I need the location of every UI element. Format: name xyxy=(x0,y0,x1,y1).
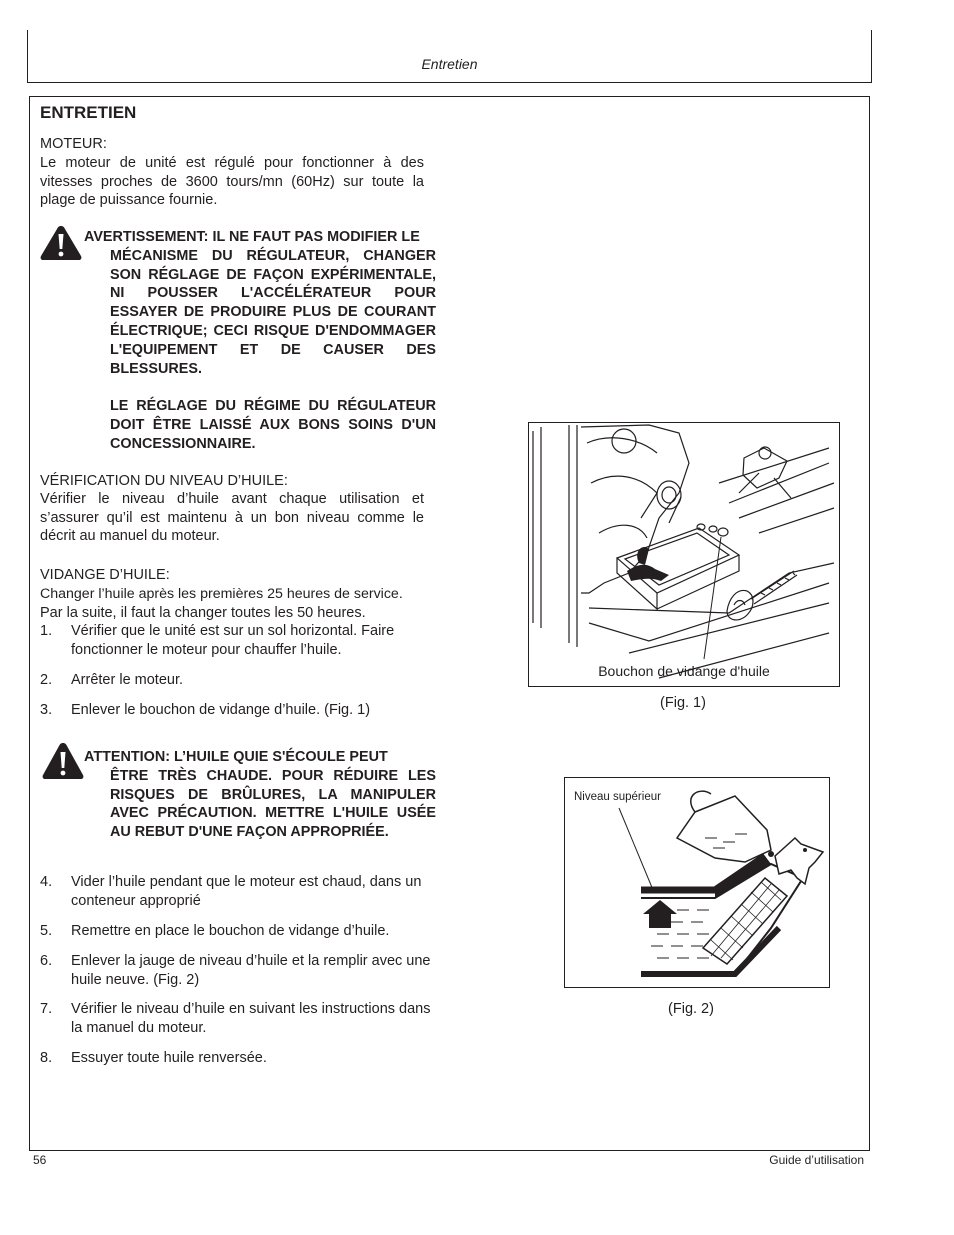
warning-governor-text: MÉCANISME DU RÉGULATEUR, CHANGER SON RÉGLAGE DE FAÇON EXPÉRIMENTALE, NI POUSSER L'ACCÉLÉRATEUR POUR ESSAYER DE PRODUIRE PLUS DE COURANT ÉLECTRIQUE; CECI RISQUE D'ENDOMMAGER L'EQUIPEMENT ET DE CAUSER DES BLESSURES. xyxy=(110,247,436,377)
step-number: 2. xyxy=(40,672,53,688)
fig2-caption: (Fig. 2) xyxy=(668,1001,714,1017)
warning-governor xyxy=(84,228,436,378)
step-text: Enlever le bouchon de vidange d’huile. (Fig. 1) xyxy=(71,702,371,718)
moteur-heading: MOTEUR: xyxy=(40,136,107,152)
step-text: Remettre en place le bouchon de vidange d’huile. xyxy=(71,923,390,939)
verif-heading: VÉRIFICATION DU NIVEAU D’HUILE: xyxy=(40,473,288,489)
warning-governor-line1: AVERTISSEMENT: IL NE FAUT PAS MODIFIER LE xyxy=(84,229,420,245)
verif-text: Vérifier le niveau d’huile avant chaque utilisation et s’assurer qu’il est maintenu à un bon niveau comme le décrit au manuel du moteur. xyxy=(40,491,424,545)
fig1-caption: (Fig. 1) xyxy=(660,695,706,711)
vidange-heading: VIDANGE D’HUILE: xyxy=(40,567,170,583)
step-number: 4. xyxy=(40,874,53,890)
step-number: 7. xyxy=(40,1001,53,1017)
content-box xyxy=(29,96,870,1151)
vidange-line2: Par la suite, il faut la changer toutes les 50 heures. xyxy=(40,605,366,621)
footer-guide: Guide d’utilisation xyxy=(769,1153,864,1167)
step-number: 1. xyxy=(40,623,53,639)
figure-1 xyxy=(528,422,840,687)
warning-hot-oil-line1: ATTENTION: L’HUILE QUIE S'ÉCOULE PEUT xyxy=(84,749,388,765)
warning-triangle-icon xyxy=(39,224,83,262)
step-text: Vider l’huile pendant que le moteur est chaud, dans un conteneur approprié xyxy=(71,874,422,909)
step-number: 5. xyxy=(40,923,53,939)
engine-drain-illustration xyxy=(529,423,839,686)
page-header xyxy=(27,30,872,83)
warning-triangle-icon xyxy=(41,741,85,781)
section-title: ENTRETIEN xyxy=(40,103,137,122)
step-number: 3. xyxy=(40,702,53,718)
warning-governor-para2: LE RÉGLAGE DU RÉGIME DU RÉGULATEUR DOIT ÊTRE LAISSÉ AUX BONS SOINS D'UN CONCESSIONNAIRE. xyxy=(110,398,436,452)
step-text: Vérifier que le unité est sur un sol horizontal. Faire fonctionner le moteur pour chauffer l’huile. xyxy=(71,623,395,658)
step-number: 6. xyxy=(40,953,53,969)
step-text: Arrêter le moteur. xyxy=(71,672,184,688)
footer-page-number: 56 xyxy=(33,1153,47,1167)
oil-fill-illustration xyxy=(565,778,829,987)
step-text: Vérifier le niveau d’huile en suivant les instructions dans la manuel du moteur. xyxy=(71,1001,431,1036)
header-title: Entretien xyxy=(421,56,478,72)
warning-hot-oil-text: ÊTRE TRÈS CHAUDE. POUR RÉDUIRE LES RISQUES DE BRÛLURES, LA MANIPULER AVEC PRÉCAUTION. METTRE L'HUILE USÉE AU REBUT D'UNE FAÇON APPROPRIÉE. xyxy=(110,767,436,841)
warning-governor-dealer xyxy=(84,397,436,453)
step-text: Essuyer toute huile renversée. xyxy=(71,1050,267,1066)
moteur-text: Le moteur de unité est régulé pour fonctionner à des vitesses proches de 3600 tours/mn (60Hz) sur toute la plage de puissance fournie. xyxy=(40,155,424,209)
fig2-callout: Niveau supérieur xyxy=(574,791,661,803)
step-number: 8. xyxy=(40,1050,53,1066)
warning-hot-oil xyxy=(84,748,436,842)
fig1-callout: Bouchon de vidange d'huile xyxy=(598,663,770,679)
figure-2 xyxy=(564,777,830,988)
step-text: Enlever la jauge de niveau d’huile et la remplir avec une huile neuve. (Fig. 2) xyxy=(71,953,431,988)
vidange-line1: Changer l’huile après les premières 25 heures de service. xyxy=(40,586,403,602)
